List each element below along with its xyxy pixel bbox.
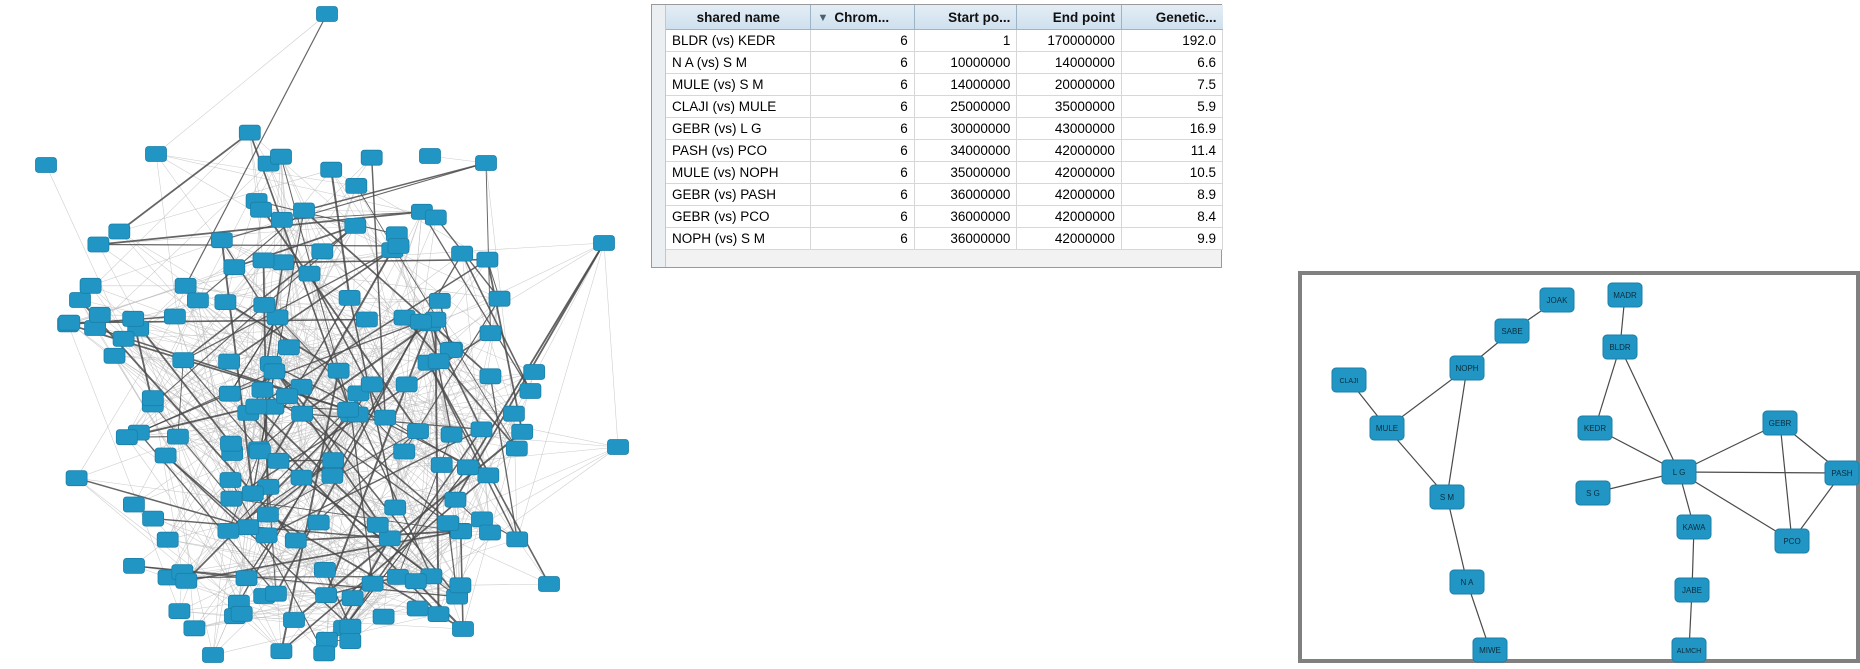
column-header-start-point-label: Start po... — [948, 9, 1011, 25]
column-header-end-point[interactable] — [1017, 5, 1122, 30]
network-node[interactable] — [1578, 416, 1612, 440]
network-node[interactable] — [1576, 481, 1610, 505]
network-edge[interactable] — [1447, 368, 1467, 497]
network-node[interactable] — [410, 314, 431, 329]
node-shape[interactable] — [1675, 578, 1709, 602]
network-node[interactable] — [1450, 570, 1484, 594]
column-header-genetic[interactable] — [1121, 5, 1222, 30]
cell-genetic: 16.9 — [1121, 118, 1222, 140]
network-node[interactable] — [268, 453, 289, 468]
column-header-shared-name-label: shared name — [696, 9, 780, 25]
cell-genetic: 7.5 — [1121, 74, 1222, 96]
network-node[interactable] — [480, 369, 501, 384]
network-node[interactable] — [70, 293, 91, 308]
network-node[interactable] — [356, 312, 377, 327]
network-node[interactable] — [471, 422, 492, 437]
network-node[interactable] — [271, 212, 292, 227]
cell-genetic: 11.4 — [1121, 140, 1222, 162]
cell-end_point: 42000000 — [1017, 228, 1122, 250]
network-node[interactable] — [167, 429, 188, 444]
right-column — [645, 0, 1853, 669]
table-header-row — [666, 5, 1223, 30]
node-label: MADR — [1613, 291, 1637, 301]
table-row[interactable] — [666, 228, 1223, 250]
network-node[interactable] — [308, 515, 329, 530]
cell-genetic: 9.9 — [1121, 228, 1222, 250]
network-node[interactable] — [143, 511, 164, 526]
network-node[interactable] — [338, 402, 359, 417]
network-edge[interactable] — [119, 133, 250, 232]
network-node[interactable] — [594, 236, 615, 251]
node-shape[interactable] — [1540, 288, 1574, 312]
network-node[interactable] — [328, 363, 349, 378]
network-node[interactable] — [242, 486, 263, 501]
network-node[interactable] — [1775, 529, 1809, 553]
cell-end_point: 170000000 — [1017, 30, 1122, 52]
network-node[interactable] — [375, 410, 396, 425]
network-node[interactable] — [322, 468, 343, 483]
node-shape[interactable] — [1332, 368, 1366, 392]
network-node[interactable] — [1495, 319, 1529, 343]
cell-chromosome: 6 — [811, 96, 914, 118]
cell-chromosome: 6 — [811, 228, 914, 250]
network-edge[interactable] — [261, 210, 422, 212]
network-node[interactable] — [524, 365, 545, 380]
network-node[interactable] — [123, 311, 144, 326]
node-label: KAWA — [1682, 523, 1706, 533]
network-edge[interactable] — [1780, 423, 1792, 541]
network-node[interactable] — [457, 460, 478, 475]
node-label: S M — [1439, 493, 1455, 503]
cell-chromosome: 6 — [811, 162, 914, 184]
network-edge[interactable] — [119, 170, 331, 232]
network-node[interactable] — [157, 532, 178, 547]
network-node[interactable] — [264, 364, 285, 379]
network-node[interactable] — [238, 520, 259, 535]
network-node[interactable] — [476, 156, 497, 171]
network-edge[interactable] — [460, 584, 549, 585]
network-node[interactable] — [438, 516, 459, 531]
network-node[interactable] — [608, 440, 629, 455]
network-node[interactable] — [503, 406, 524, 421]
column-header-end-point-label: End point — [1052, 9, 1115, 25]
node-shape[interactable] — [1775, 529, 1809, 553]
column-header-genetic-label: Genetic... — [1155, 9, 1217, 25]
network-large-canvas[interactable] — [0, 0, 645, 669]
network-node[interactable] — [361, 377, 382, 392]
network-node[interactable] — [85, 321, 106, 336]
results-table[interactable] — [666, 5, 1223, 250]
cell-start_point: 35000000 — [914, 162, 1017, 184]
network-node[interactable] — [285, 533, 306, 548]
cell-chromosome: 6 — [811, 140, 914, 162]
network-node[interactable] — [59, 315, 80, 330]
network-node[interactable] — [316, 588, 337, 603]
network-node[interactable] — [89, 307, 110, 322]
cell-end_point: 42000000 — [1017, 140, 1122, 162]
network-node[interactable] — [385, 500, 406, 515]
network-node[interactable] — [292, 406, 313, 421]
network-node[interactable] — [219, 354, 240, 369]
network-node[interactable] — [1608, 283, 1642, 307]
network-node[interactable] — [104, 348, 125, 363]
network-node[interactable] — [1603, 335, 1637, 359]
table-row[interactable] — [666, 206, 1223, 228]
network-node[interactable] — [441, 427, 462, 442]
node-label: GEBR — [1768, 419, 1792, 429]
network-node[interactable] — [284, 613, 305, 628]
network-node[interactable] — [246, 399, 267, 414]
cell-start_point: 25000000 — [914, 96, 1017, 118]
network-node[interactable] — [252, 382, 273, 397]
cell-end_point: 20000000 — [1017, 74, 1122, 96]
cell-shared_name: PASH (vs) PCO — [666, 140, 811, 162]
network-node[interactable] — [346, 178, 367, 193]
node-label: MIWE — [1479, 646, 1501, 656]
network-node[interactable] — [373, 609, 394, 624]
network-node[interactable] — [425, 210, 446, 225]
results-table-panel[interactable] — [651, 4, 1222, 268]
node-shape[interactable] — [1677, 515, 1711, 539]
node-label: ALMCH — [1676, 647, 1702, 655]
network-node[interactable] — [452, 246, 473, 261]
node-label: PASH — [1831, 469, 1853, 479]
network-node[interactable] — [1675, 578, 1709, 602]
network-node[interactable] — [361, 150, 382, 165]
table-body[interactable] — [666, 30, 1223, 250]
node-label: JABE — [1681, 586, 1703, 596]
network-node[interactable] — [123, 497, 144, 512]
network-node[interactable] — [211, 233, 232, 248]
network-node[interactable] — [173, 353, 194, 368]
node-label: SABE — [1501, 327, 1523, 337]
network-node[interactable] — [116, 430, 137, 445]
network-node[interactable] — [1662, 460, 1696, 484]
node-label: PCO — [1783, 537, 1801, 547]
network-node[interactable] — [187, 293, 208, 308]
network-node[interactable] — [539, 577, 560, 592]
node-layer — [36, 7, 629, 663]
cell-shared_name: CLAJI (vs) MULE — [666, 96, 811, 118]
network-edge[interactable] — [1447, 497, 1467, 582]
node-shape[interactable] — [1763, 411, 1797, 435]
network-edge[interactable] — [1620, 347, 1679, 472]
network-node[interactable] — [109, 224, 130, 239]
node-label: L G — [1672, 468, 1686, 478]
node-shape[interactable] — [1473, 638, 1507, 662]
cell-genetic: 5.9 — [1121, 96, 1222, 118]
filter-icon[interactable]: ▼ — [817, 11, 829, 24]
node-label: S G — [1586, 489, 1600, 499]
network-node[interactable] — [142, 391, 163, 406]
network-node[interactable] — [408, 424, 429, 439]
node-shape[interactable] — [1608, 283, 1642, 307]
cell-end_point: 42000000 — [1017, 162, 1122, 184]
cell-genetic: 192.0 — [1121, 30, 1222, 52]
network-node[interactable] — [249, 444, 270, 459]
network-node[interactable] — [339, 290, 360, 305]
cell-genetic: 8.4 — [1121, 206, 1222, 228]
node-shape[interactable] — [1450, 570, 1484, 594]
network-node[interactable] — [367, 517, 388, 532]
network-node[interactable] — [388, 239, 409, 254]
network-node[interactable] — [431, 458, 452, 473]
cell-start_point: 34000000 — [914, 140, 1017, 162]
network-node[interactable] — [299, 266, 320, 281]
network-node[interactable] — [316, 632, 337, 647]
node-shape[interactable] — [1672, 638, 1706, 662]
network-node[interactable] — [146, 147, 167, 162]
cell-genetic: 8.9 — [1121, 184, 1222, 206]
network-node[interactable] — [220, 473, 241, 488]
network-node[interactable] — [489, 291, 510, 306]
network-edge[interactable] — [156, 154, 183, 360]
network-node[interactable] — [88, 237, 109, 252]
network-node[interactable] — [379, 531, 400, 546]
network-node[interactable] — [203, 648, 224, 663]
network-node[interactable] — [428, 607, 449, 622]
network-node[interactable] — [520, 384, 541, 399]
node-shape[interactable] — [1370, 416, 1404, 440]
cell-shared_name: GEBR (vs) PCO — [666, 206, 811, 228]
network-node[interactable] — [453, 622, 474, 637]
table-row[interactable] — [666, 96, 1223, 118]
cell-shared_name: GEBR (vs) L G — [666, 118, 811, 140]
network-node[interactable] — [66, 471, 87, 486]
cell-start_point: 14000000 — [914, 74, 1017, 96]
node-shape[interactable] — [1576, 481, 1610, 505]
network-node[interactable] — [273, 255, 294, 270]
network-small-canvas[interactable] — [1302, 275, 1856, 659]
network-node[interactable] — [257, 507, 278, 522]
network-node[interactable] — [506, 441, 527, 456]
network-node[interactable] — [342, 591, 363, 606]
network-node[interactable] — [218, 523, 239, 538]
network-node[interactable] — [314, 646, 335, 661]
node-label: NOPH — [1455, 364, 1479, 374]
node-label: CLAJI — [1339, 377, 1359, 385]
network-node[interactable] — [1825, 461, 1859, 485]
cell-start_point: 30000000 — [914, 118, 1017, 140]
table-row[interactable] — [666, 52, 1223, 74]
table-row[interactable] — [666, 184, 1223, 206]
network-node[interactable] — [169, 604, 190, 619]
network-node[interactable] — [428, 354, 449, 369]
network-node[interactable] — [277, 389, 298, 404]
cell-start_point: 36000000 — [914, 206, 1017, 228]
node-shape[interactable] — [1495, 319, 1529, 343]
network-node[interactable] — [253, 253, 274, 268]
network-node[interactable] — [1370, 416, 1404, 440]
network-node[interactable] — [221, 436, 242, 451]
network-node[interactable] — [221, 491, 242, 506]
node-label: BLDR — [1609, 343, 1631, 353]
node-shape[interactable] — [1450, 356, 1484, 380]
network-node[interactable] — [405, 574, 426, 589]
network-node[interactable] — [396, 377, 417, 392]
table-row[interactable] — [666, 162, 1223, 184]
table-row[interactable] — [666, 140, 1223, 162]
network-node[interactable] — [176, 573, 197, 588]
cell-start_point: 10000000 — [914, 52, 1017, 74]
cell-shared_name: BLDR (vs) KEDR — [666, 30, 811, 52]
cell-shared_name: GEBR (vs) PASH — [666, 184, 811, 206]
network-node[interactable] — [1430, 485, 1464, 509]
network-node[interactable] — [362, 576, 383, 591]
network-node[interactable] — [450, 578, 471, 593]
network-edge[interactable] — [604, 243, 618, 447]
network-node[interactable] — [345, 218, 366, 233]
column-header-chromosome-label: Chrom... — [834, 9, 890, 25]
cell-end_point: 42000000 — [1017, 184, 1122, 206]
cell-chromosome: 6 — [811, 118, 914, 140]
network-node[interactable] — [294, 203, 315, 218]
cell-end_point: 42000000 — [1017, 206, 1122, 228]
table-row[interactable] — [666, 118, 1223, 140]
column-header-start-point[interactable] — [914, 5, 1017, 30]
network-node[interactable] — [175, 278, 196, 293]
network-node[interactable] — [1672, 638, 1706, 662]
network-edge[interactable] — [1679, 472, 1842, 473]
network-node[interactable] — [251, 202, 272, 217]
network-node[interactable] — [155, 448, 176, 463]
network-node[interactable] — [478, 468, 499, 483]
network-node[interactable] — [1763, 411, 1797, 435]
network-node[interactable] — [124, 558, 145, 573]
network-node[interactable] — [239, 125, 260, 140]
network-node[interactable] — [219, 386, 240, 401]
network-node[interactable] — [480, 326, 501, 341]
network-node[interactable] — [407, 601, 428, 616]
node-label: N A — [1460, 578, 1474, 588]
table-row[interactable] — [666, 30, 1223, 52]
network-node[interactable] — [321, 162, 342, 177]
network-node[interactable] — [323, 453, 344, 468]
network-node[interactable] — [1677, 515, 1711, 539]
network-view-small[interactable] — [1298, 271, 1860, 663]
network-node[interactable] — [271, 149, 292, 164]
network-node[interactable] — [1540, 288, 1574, 312]
network-node[interactable] — [340, 619, 361, 634]
cell-start_point: 36000000 — [914, 228, 1017, 250]
network-node[interactable] — [256, 528, 277, 543]
node-label: KEDR — [1583, 424, 1607, 434]
cell-shared_name: NOPH (vs) S M — [666, 228, 811, 250]
node-label: JOAK — [1546, 296, 1568, 306]
table-row[interactable] — [666, 74, 1223, 96]
network-node[interactable] — [184, 621, 205, 636]
network-node[interactable] — [278, 340, 299, 355]
network-node[interactable] — [1332, 368, 1366, 392]
network-node[interactable] — [36, 158, 57, 173]
cell-end_point: 14000000 — [1017, 52, 1122, 74]
cell-start_point: 1 — [914, 30, 1017, 52]
cell-chromosome: 6 — [811, 184, 914, 206]
network-node[interactable] — [1473, 638, 1507, 662]
network-edge[interactable] — [98, 245, 398, 247]
network-node[interactable] — [480, 525, 501, 540]
network-view-large[interactable] — [0, 0, 645, 669]
network-node[interactable] — [314, 562, 335, 577]
network-node[interactable] — [254, 297, 275, 312]
network-node[interactable] — [231, 606, 252, 621]
network-node[interactable] — [394, 444, 415, 459]
network-node[interactable] — [1450, 356, 1484, 380]
network-node[interactable] — [265, 586, 286, 601]
network-node[interactable] — [445, 492, 466, 507]
cell-chromosome: 6 — [811, 30, 914, 52]
network-node[interactable] — [224, 260, 245, 275]
node-shape[interactable] — [1825, 461, 1859, 485]
node-shape[interactable] — [1603, 335, 1637, 359]
network-node[interactable] — [113, 331, 134, 346]
cell-end_point: 35000000 — [1017, 96, 1122, 118]
column-header-shared-name[interactable] — [666, 5, 811, 30]
network-node[interactable] — [477, 252, 498, 267]
cell-genetic: 10.5 — [1121, 162, 1222, 184]
cell-genetic: 6.6 — [1121, 52, 1222, 74]
cell-chromosome: 6 — [811, 74, 914, 96]
column-header-chromosome[interactable] — [811, 5, 914, 30]
network-node[interactable] — [215, 295, 236, 310]
edge-layer — [1349, 295, 1842, 650]
cell-chromosome: 6 — [811, 206, 914, 228]
cell-shared_name: N A (vs) S M — [666, 52, 811, 74]
network-node[interactable] — [164, 309, 185, 324]
cell-start_point: 36000000 — [914, 184, 1017, 206]
node-label: MULE — [1375, 424, 1399, 434]
cell-shared_name: MULE (vs) NOPH — [666, 162, 811, 184]
network-node[interactable] — [420, 149, 441, 164]
node-shape[interactable] — [1578, 416, 1612, 440]
network-node[interactable] — [80, 278, 101, 293]
network-node[interactable] — [291, 470, 312, 485]
cell-chromosome: 6 — [811, 52, 914, 74]
network-node[interactable] — [236, 571, 257, 586]
node-shape[interactable] — [1430, 485, 1464, 509]
table-row-gutter — [652, 5, 666, 267]
network-node[interactable] — [429, 293, 450, 308]
network-node[interactable] — [340, 634, 361, 649]
cell-end_point: 43000000 — [1017, 118, 1122, 140]
network-node[interactable] — [271, 644, 292, 659]
network-node[interactable] — [317, 7, 338, 22]
network-node[interactable] — [512, 424, 533, 439]
network-node[interactable] — [507, 532, 528, 547]
cell-shared_name: MULE (vs) S M — [666, 74, 811, 96]
network-node[interactable] — [312, 244, 333, 259]
node-shape[interactable] — [1662, 460, 1696, 484]
